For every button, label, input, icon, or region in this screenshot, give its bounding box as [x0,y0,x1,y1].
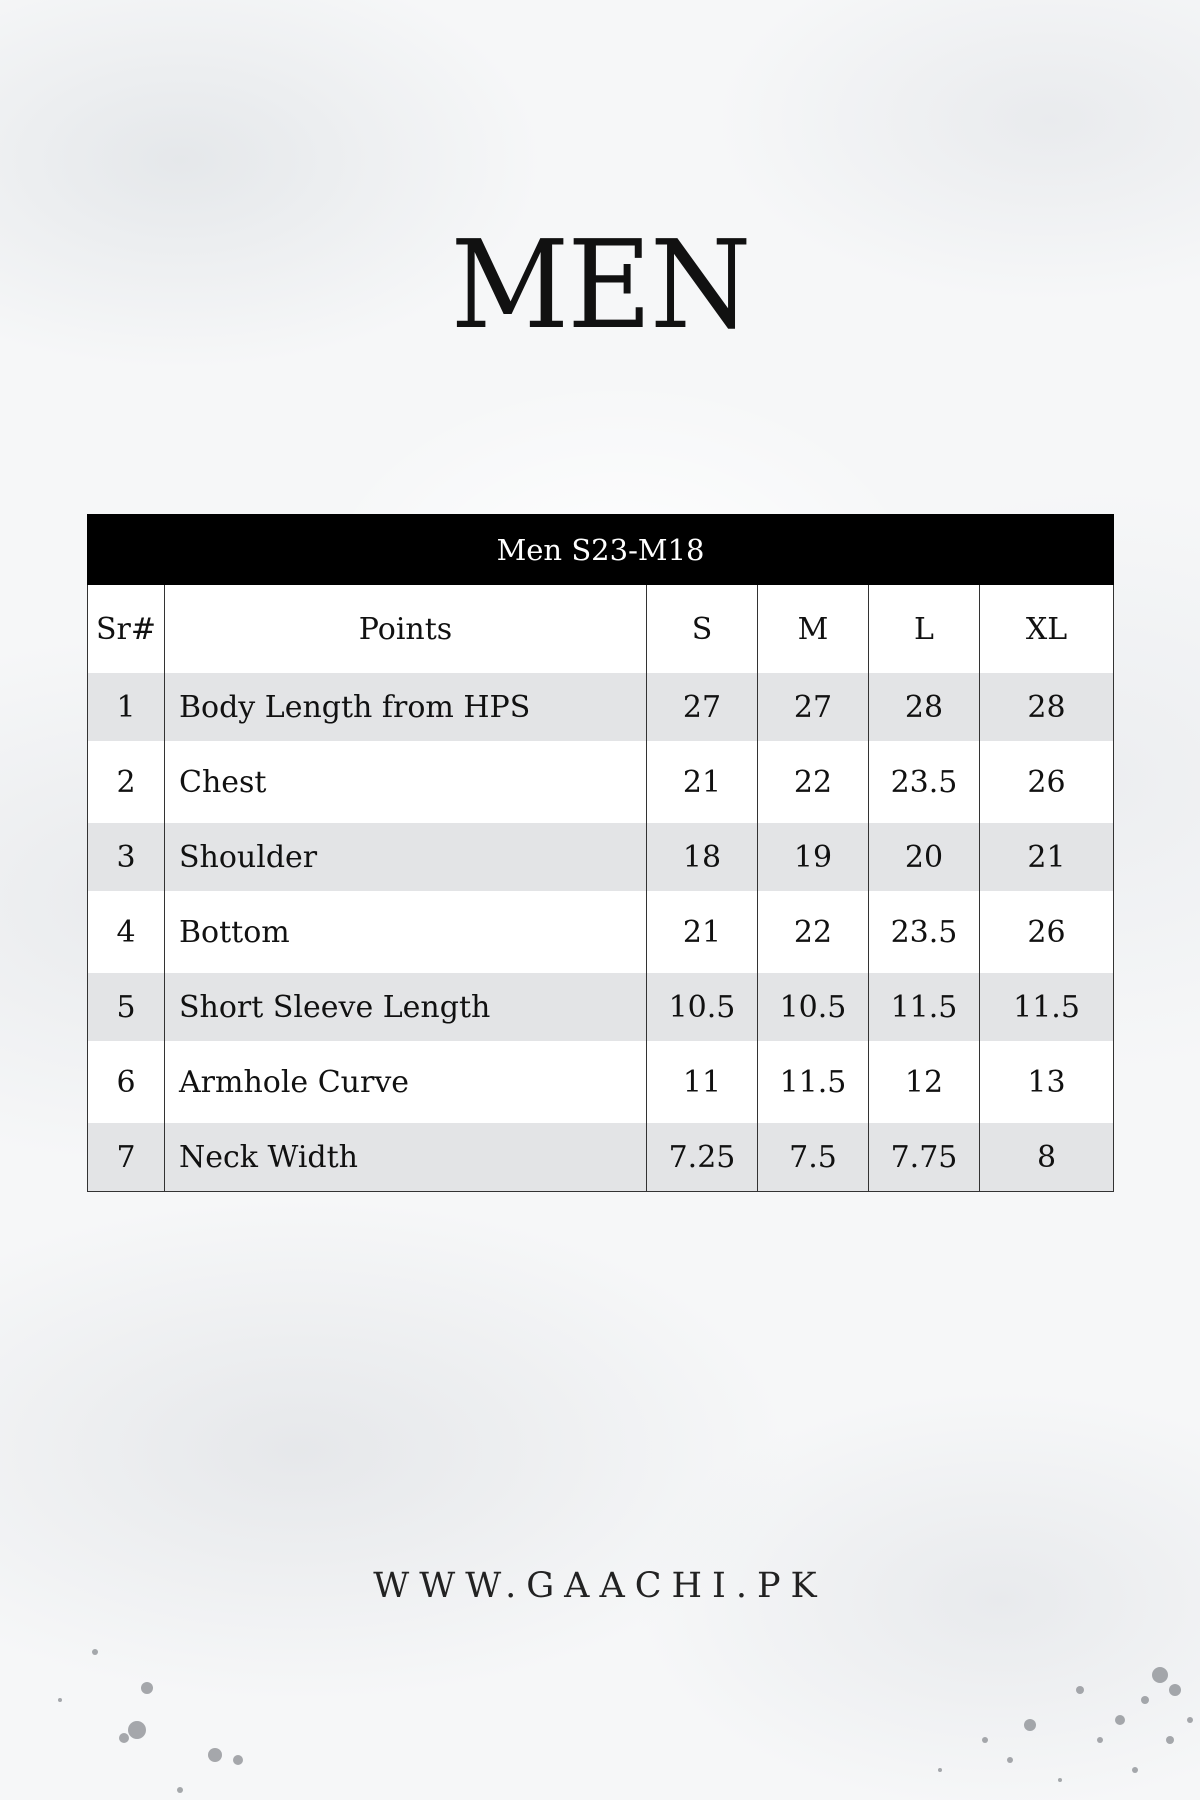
row-size-xl: 11.5 [980,973,1114,1041]
table-header-row [88,585,1114,674]
table-caption-row [88,515,1114,585]
row-point: Body Length from HPS [165,673,647,741]
table-row [88,1041,1114,1123]
row-size-l: 23.5 [869,891,980,973]
row-size-s: 21 [647,741,758,823]
row-sr: 6 [88,1041,165,1123]
row-size-s: 11 [647,1041,758,1123]
row-size-m: 11.5 [758,1041,869,1123]
row-size-l: 20 [869,823,980,891]
size-table [87,514,1114,1192]
header-size-m: M [758,585,869,674]
row-size-m: 7.5 [758,1123,869,1192]
row-size-xl: 21 [980,823,1114,891]
row-size-s: 10.5 [647,973,758,1041]
row-size-s: 21 [647,891,758,973]
row-size-xl: 8 [980,1123,1114,1192]
row-size-xl: 26 [980,741,1114,823]
row-size-xl: 26 [980,891,1114,973]
row-sr: 2 [88,741,165,823]
row-sr: 7 [88,1123,165,1192]
table-row [88,1123,1114,1192]
row-size-s: 7.25 [647,1123,758,1192]
page-title: MEN [450,214,750,357]
row-point: Shoulder [165,823,647,891]
row-size-m: 19 [758,823,869,891]
row-size-s: 27 [647,673,758,741]
row-size-m: 27 [758,673,869,741]
table-row [88,741,1114,823]
row-size-l: 23.5 [869,741,980,823]
row-sr: 3 [88,823,165,891]
header-size-l: L [869,585,980,674]
table-row [88,823,1114,891]
row-size-l: 12 [869,1041,980,1123]
website-url: WWW.GAACHI.PK [373,1566,827,1606]
table-row [88,891,1114,973]
row-point: Short Sleeve Length [165,973,647,1041]
row-size-xl: 28 [980,673,1114,741]
header-sr: Sr# [88,585,165,674]
row-point: Neck Width [165,1123,647,1192]
row-size-xl: 13 [980,1041,1114,1123]
table-caption: Men S23-M18 [88,515,1114,585]
row-size-m: 10.5 [758,973,869,1041]
row-size-l: 7.75 [869,1123,980,1192]
row-size-l: 11.5 [869,973,980,1041]
row-sr: 5 [88,973,165,1041]
row-point: Bottom [165,891,647,973]
row-sr: 4 [88,891,165,973]
row-size-m: 22 [758,741,869,823]
table-row [88,673,1114,741]
size-chart [87,514,1113,1192]
header-size-s: S [647,585,758,674]
header-points: Points [165,585,647,674]
row-point: Armhole Curve [165,1041,647,1123]
row-point: Chest [165,741,647,823]
header-size-xl: XL [980,585,1114,674]
row-size-m: 22 [758,891,869,973]
row-sr: 1 [88,673,165,741]
row-size-s: 18 [647,823,758,891]
table-row [88,973,1114,1041]
row-size-l: 28 [869,673,980,741]
